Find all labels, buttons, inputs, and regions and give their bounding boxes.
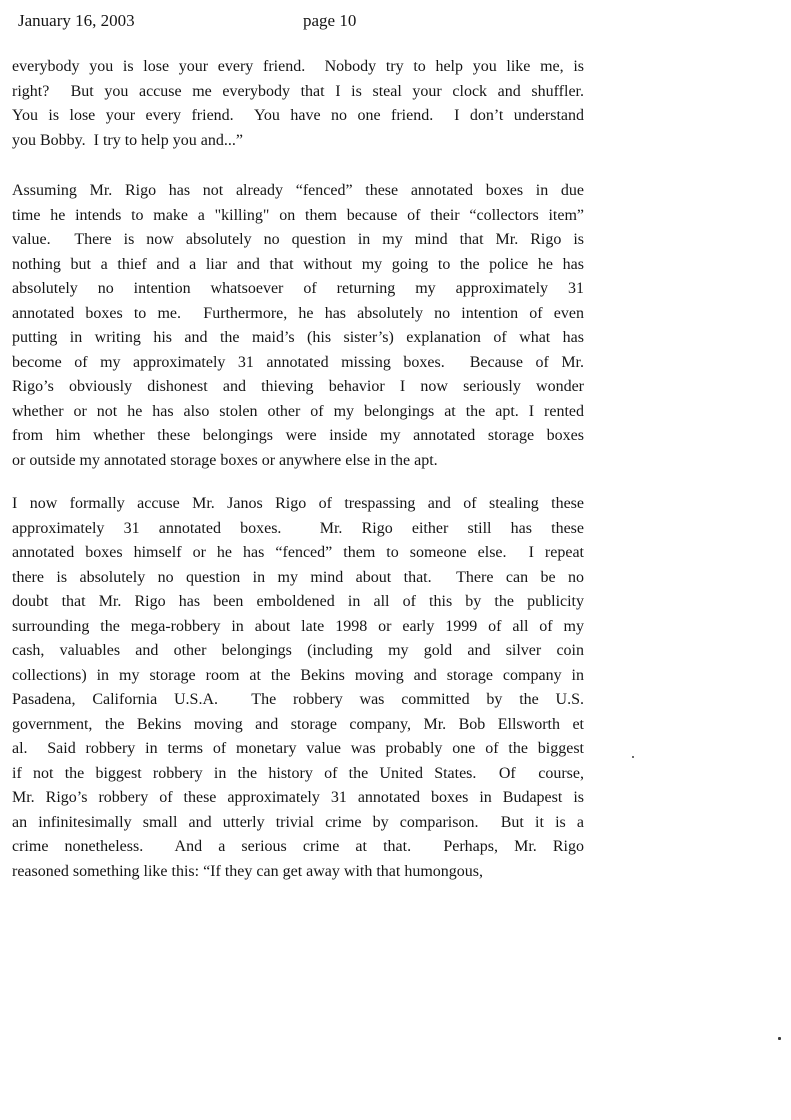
text-line: become of my approximately 31 annotated missing boxes. Because of Mr. xyxy=(12,353,584,371)
text-line: value. There is now absolutely no question in my mind that Mr. Rigo is xyxy=(12,231,584,248)
text-line: Pasadena, California U.S.A. The robbery was committed by the U.S. xyxy=(12,691,584,708)
text-line: reasoned something like this: “If they can get away with that humongous, xyxy=(12,862,483,880)
text-line: right? But you accuse me everybody that I is steal your clock and shuffler. xyxy=(12,82,584,100)
text-line: from him whether these belongings were inside my annotated storage boxes xyxy=(12,427,584,444)
text-line: or outside my annotated storage boxes or anywhere else in the apt. xyxy=(12,451,438,469)
text-line: annotated boxes himself or he has “fenced” them to someone else. I repeat xyxy=(12,544,584,561)
text-line: approximately 31 annotated boxes. Mr. Rigo either still has these xyxy=(12,519,584,537)
document-body xyxy=(12,55,584,884)
paragraph xyxy=(12,55,584,153)
header-date: January 16, 2003 xyxy=(18,11,135,30)
text-line: government, the Bekins moving and storage company, Mr. Bob Ellsworth et xyxy=(12,715,584,733)
text-line: nothing but a thief and a liar and that without my going to the police he has xyxy=(12,255,584,273)
text-line: if not the biggest robbery in the history of the United States. Of course, xyxy=(12,764,584,782)
scan-speck xyxy=(778,1037,781,1040)
text-line: surrounding the mega-robbery in about late 1998 or early 1999 of all of my xyxy=(12,617,584,635)
text-line: al. Said robbery in terms of monetary value was probably one of the biggest xyxy=(12,740,584,757)
text-line: Assuming Mr. Rigo has not already “fenced” these annotated boxes in due xyxy=(12,182,584,199)
text-line: absolutely no intention whatsoever of returning my approximately 31 xyxy=(12,280,584,297)
text-line: Mr. Rigo’s robbery of these approximately 31 annotated boxes in Budapest is xyxy=(12,789,584,806)
text-line: crime nonetheless. And a serious crime at that. Perhaps, Mr. Rigo xyxy=(12,838,584,855)
paragraph xyxy=(12,492,584,884)
text-line: time he intends to make a "killing" on them because of their “collectors item” xyxy=(12,206,584,224)
text-line: cash, valuables and other belongings (including my gold and silver coin xyxy=(12,642,584,659)
text-line: Rigo’s obviously dishonest and thieving behavior I now seriously wonder xyxy=(12,378,584,395)
scan-speck xyxy=(632,756,634,758)
text-line: collections) in my storage room at the Bekins moving and storage company in xyxy=(12,666,584,684)
header-page-number: page 10 xyxy=(303,11,357,30)
text-line: I now formally accuse Mr. Janos Rigo of trespassing and of stealing these xyxy=(12,495,584,512)
text-line: you Bobby. I try to help you and...” xyxy=(12,131,243,149)
text-line: an infinitesimally small and utterly trivial crime by comparison. But it is a xyxy=(12,813,584,831)
text-line: annotated boxes to me. Furthermore, he has absolutely no intention of even xyxy=(12,304,584,322)
page-header xyxy=(0,9,791,33)
text-line: doubt that Mr. Rigo has been emboldened in all of this by the publicity xyxy=(12,593,584,610)
text-line: everybody you is lose your every friend. Nobody try to help you like me, is xyxy=(12,58,584,75)
text-line: putting in writing his and the maid’s (his sister’s) explanation of what has xyxy=(12,329,584,346)
text-line: whether or not he has also stolen other of my belongings at the apt. I rented xyxy=(12,402,584,420)
text-line: You is lose your every friend. You have no one friend. I don’t understand xyxy=(12,107,584,124)
text-line: there is absolutely no question in my mind about that. There can be no xyxy=(12,568,584,586)
paragraph xyxy=(12,179,584,473)
